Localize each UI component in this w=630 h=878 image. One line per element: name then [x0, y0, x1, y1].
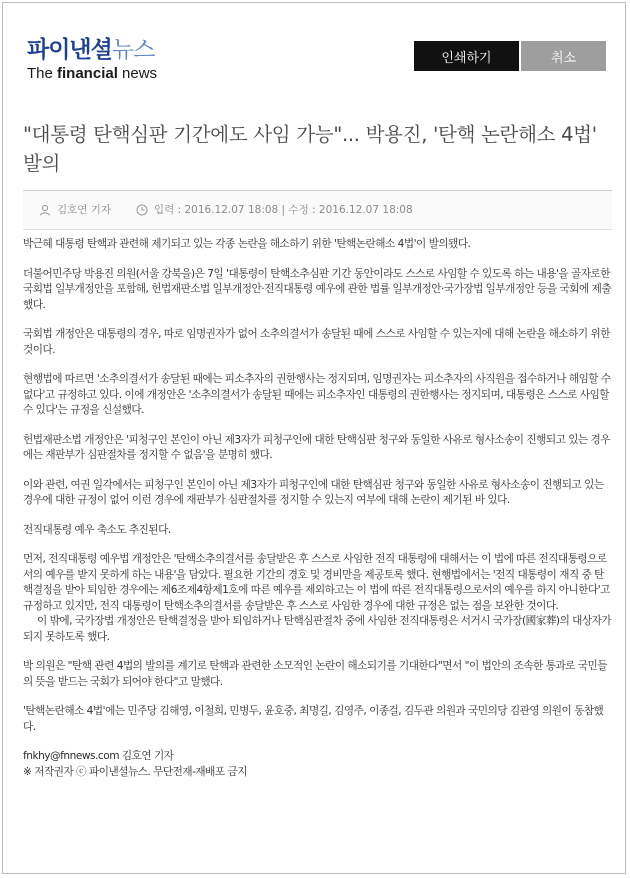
logo-english-prefix: The: [27, 65, 58, 82]
article-title: "대통령 탄핵심판 기간에도 사임 가능"... 박용진, '탄핵 논란해소 4법' 발의: [23, 123, 597, 175]
author-info: [39, 202, 111, 217]
logo-korean-light: 뉴스: [111, 37, 155, 63]
paragraph: 먼저, 전직대통령 예우법 개정안은 '탄핵소추의결서를 송달받은 후 스스로 사임한 전직 대통령에 대해서는 이 법에 따른 전직대통령으로서의 예우를 받지 못하게 하는 내용'을 담았다. 필요한 기간의 경호 및 경비만을 제공토록 했다. 현행법에서는 '전직 대통령이 재직 중 탄핵결정을 받아 퇴임한 경우에는 제6조제4항제1호에 따른 예우를 제외하고는 이 법에 따른 전직대통령으로서의 예우를 하지 아니한다'고 규정하고 있지만, 전직 대통령이 탄핵소추의결서를 송달받은 후 스스로 사임한 경우에 대한 규정은 없는 점을 보완한 것이다.: [23, 553, 610, 612]
byline: [23, 749, 613, 780]
paragraph: '탄핵논란해소 4법'에는 민주당 김해영, 이철희, 민병두, 윤호중, 최명길, 김영주, 이종걸, 김두관 의원과 국민의당 김관영 의원이 동참했다.: [23, 705, 604, 733]
paragraph: 이 밖에, 국가장법 개정안은 탄핵결정을 받아 퇴임하거나 탄핵심판절차 중에 사임한 전직대통령은 서거시 국가장(國家葬)의 대상자가 되지 못하도록 했다.: [23, 615, 612, 643]
timestamp-info: [136, 202, 413, 217]
cancel-button[interactable]: 취소: [521, 41, 606, 71]
logo-english-suffix: news: [117, 65, 158, 82]
print-button[interactable]: 인쇄하기: [414, 41, 519, 71]
logo-korean-bold: 파이낸셜: [27, 37, 112, 63]
logo-english: [27, 65, 157, 83]
paragraph: 더불어민주당 박용진 의원(서울 강북을)은 7일 '대통령이 탄핵소추심판 기간 동안이라도 스스로 사임할 수 있도록 하는 내용'을 골자로한 국회법 일부개정안을 포함해, 헌법재판소법 일부개정안·전직대통령 예우에 관한 법률 일부개정안·국가장법 일부개정안 등을 국회에 제출했다.: [23, 267, 612, 311]
print-page: [2, 2, 626, 874]
divider: [23, 229, 612, 230]
paragraph: 현행법에 따르면 '소추의결서가 송달된 때에는 피소추자의 권한행사는 정지되며, 임명권자는 피소추자의 사직원을 접수하거나 해임할 수 없다'고 규정하고 있다. 이에 개정안은 '소추의결서가 송달된 때에는 피소추자인 대통령의 권한행사는 정지되며, 대통령은 스스로 사임할 수 있다'는 규정을 신설했다.: [23, 373, 611, 416]
paragraph: 이와 관련, 여권 일각에서는 피청구인 본인이 아닌 제3자가 피청구인에 대한 탄핵심판 청구와 동일한 사유로 형사소송이 진행되고 있는 경우에 대한 규정이 없어 이런 경우에 재판부가 심판절차를 정지할 수 있는지 여부에 대해 논란이 제기된 바 있다.: [23, 478, 604, 506]
timestamps: 입력 : 2016.12.07 18:08 | 수정 : 2016.12.07 18:08: [154, 204, 413, 216]
paragraph: 헌법재판소법 개정안은 '피청구인 본인이 아닌 제3자가 피청구인에 대한 탄핵심판 청구와 동일한 사유로 형사소송이 진행되고 있는 경우에는 재판부가 심판절차를 정지할 수 없음'을 분명히 했다.: [23, 433, 611, 461]
logo-korean: [27, 37, 157, 63]
header: [3, 3, 627, 103]
article-body: [23, 237, 613, 780]
logo: [27, 37, 157, 83]
clock-icon: [136, 204, 148, 216]
paragraph: 전직대통령 예우 축소도 추진된다.: [23, 523, 171, 536]
copyright-notice: ※ 저작권자 ⓒ 파이낸셜뉴스. 무단전재-재배포 금지: [23, 765, 247, 778]
paragraph: 국회법 개정안은 대통령의 경우, 따로 임명권자가 없어 소추의결서가 송달된 때에 스스로 사임할 수 있는지에 대해 논란을 해소하기 위한 것이다.: [23, 328, 610, 356]
logo-english-bold: financial: [57, 65, 118, 82]
author-name: 김호연 기자: [57, 204, 112, 216]
paragraph: 박 의원은 "탄핵 관련 4법의 발의를 계기로 탄핵과 관련한 소모적인 논란이 해소되기를 기대한다"면서 "이 법안의 조속한 통과로 국민들의 뜻을 받드는 국회가 되어야 한다"고 말했다.: [23, 660, 607, 688]
paragraph: 박근혜 대통령 탄핵과 관련해 제기되고 있는 각종 논란을 해소하기 위한 '탄핵논란해소 4법'이 발의됐다.: [23, 238, 471, 250]
article-meta: [23, 191, 612, 229]
person-icon: [39, 204, 51, 216]
reporter-email: fnkhy@fnnews.com 김호연 기자: [23, 750, 174, 762]
